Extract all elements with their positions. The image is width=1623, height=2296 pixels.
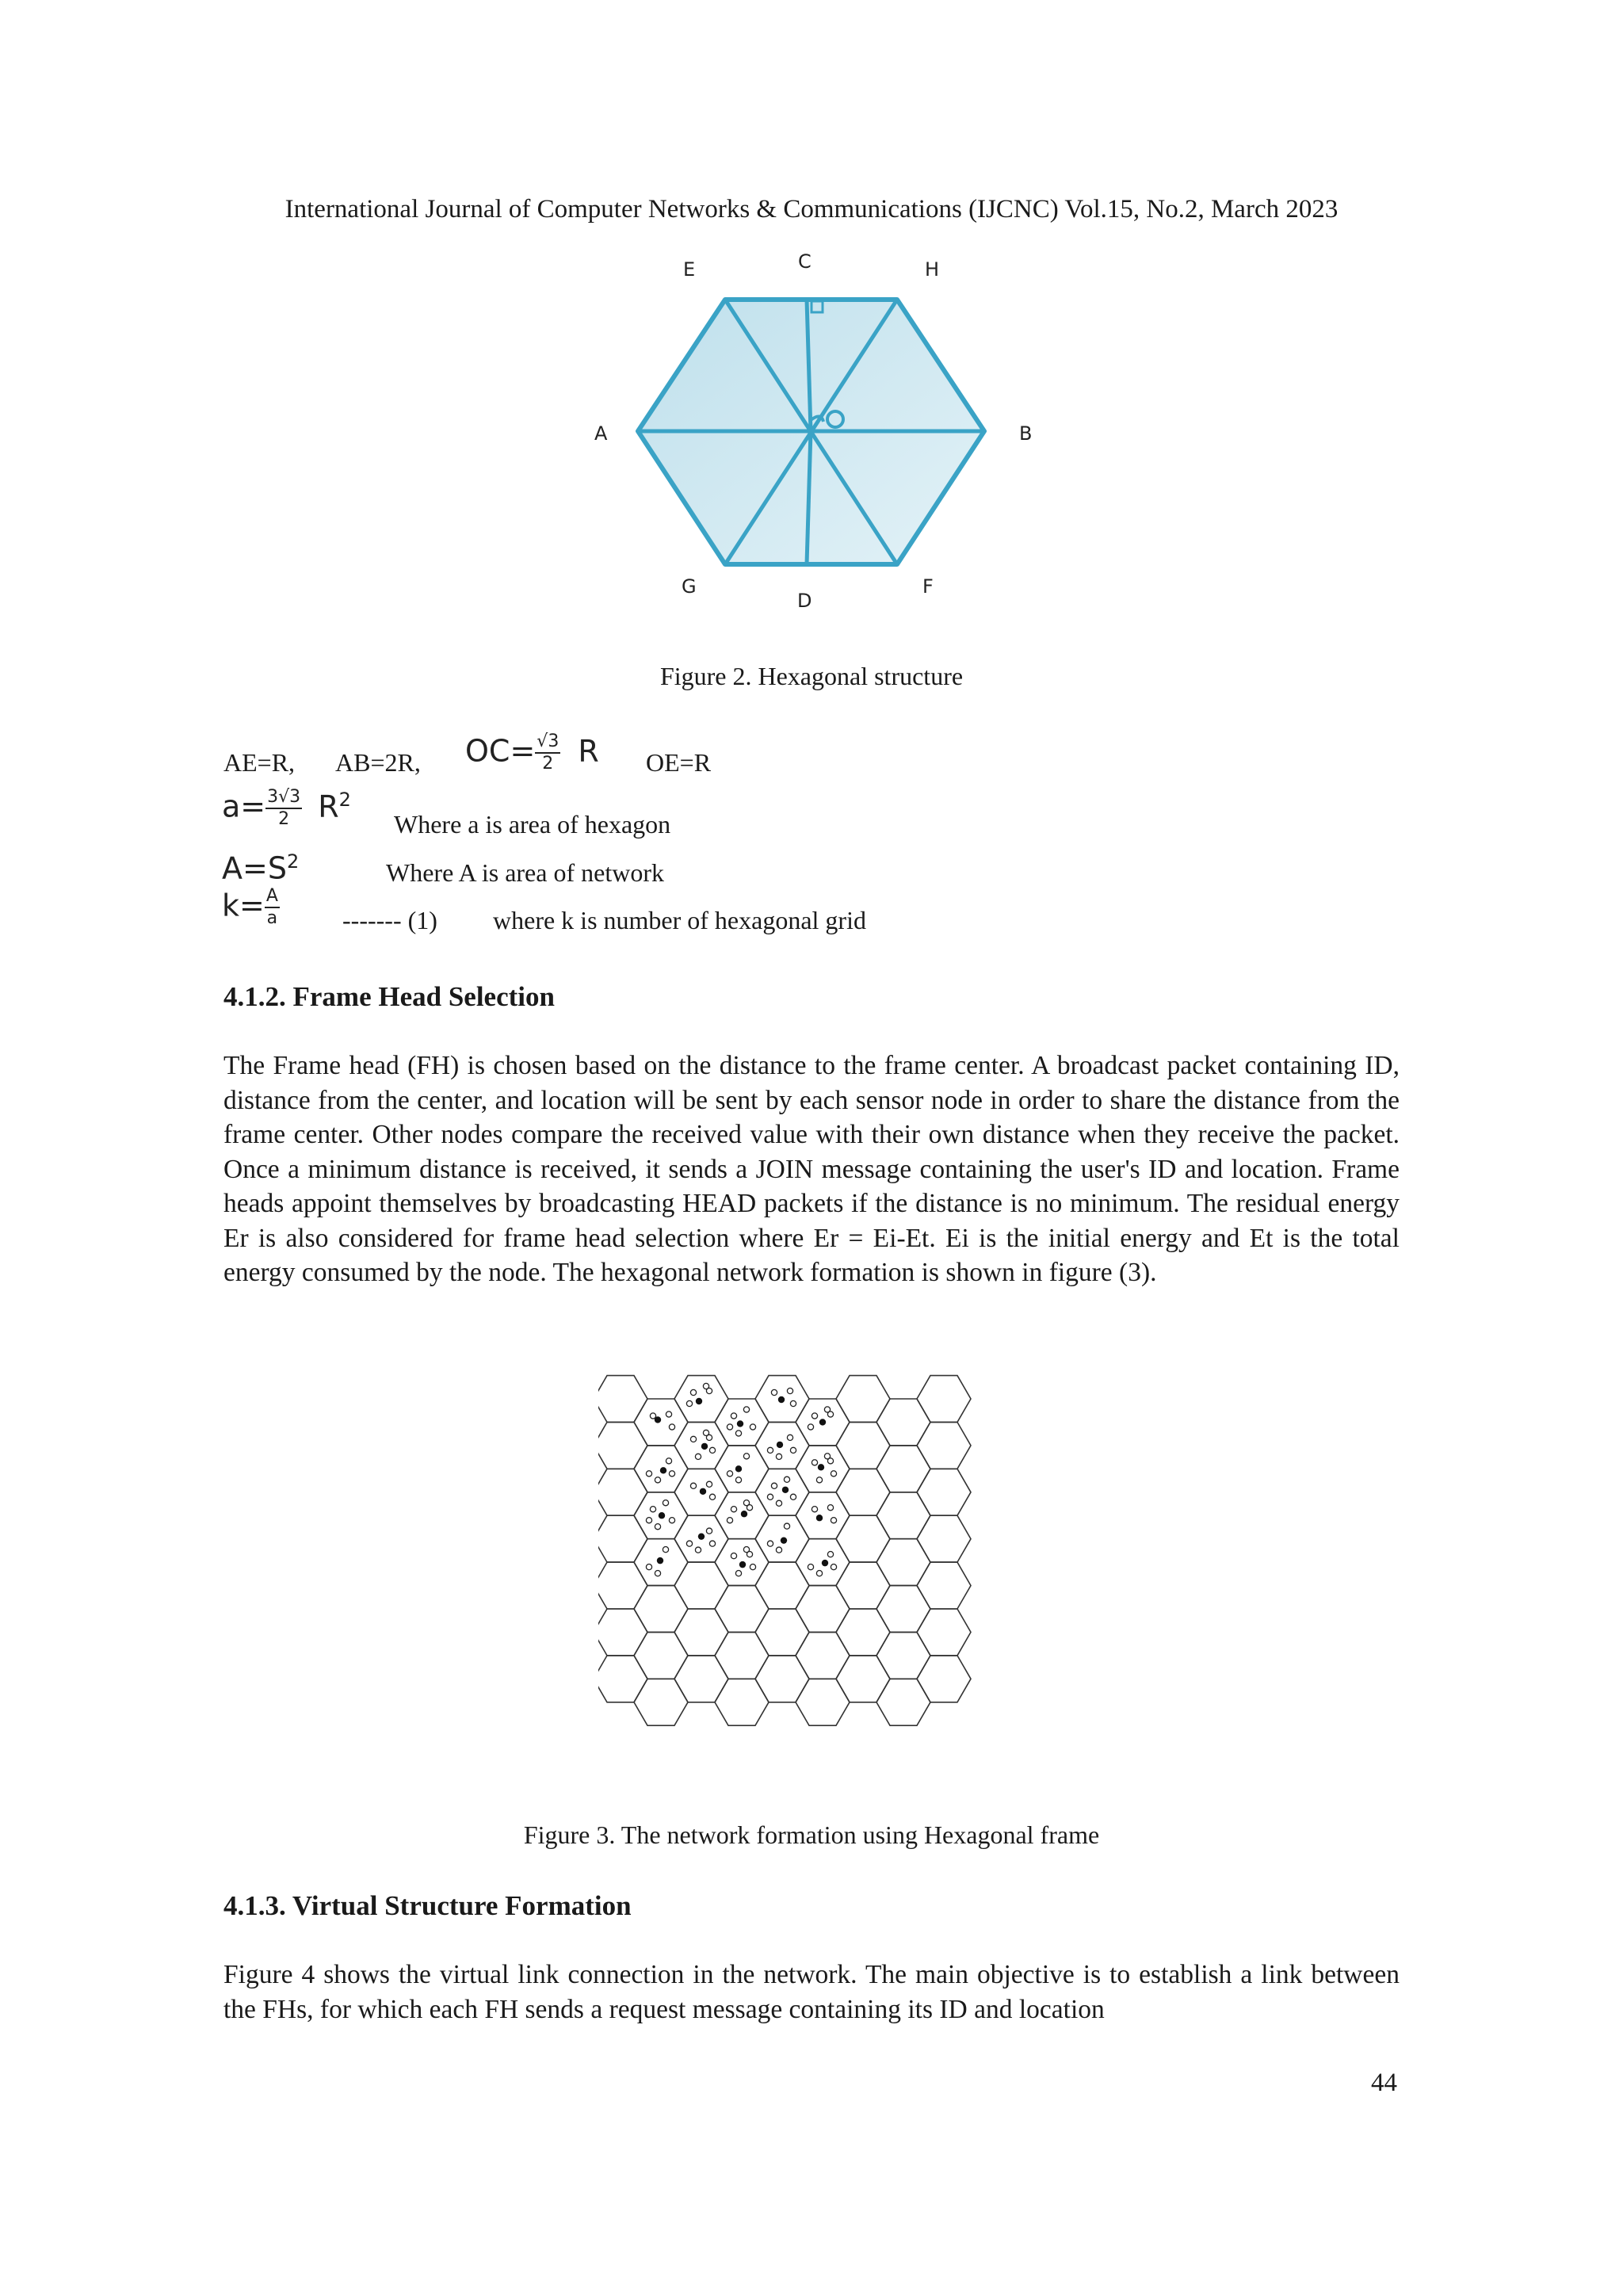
sensor-node (767, 1541, 773, 1546)
sensor-node (776, 1500, 781, 1506)
hexagon-cell (876, 1446, 930, 1492)
sensor-node (706, 1481, 712, 1487)
hexagon-cell (836, 1469, 890, 1515)
hexagon-cell (796, 1632, 850, 1679)
hexagon-cell (715, 1679, 769, 1725)
hexagon-area-description: Where a is area of hexagon (394, 810, 671, 839)
hexagon-cell (836, 1656, 890, 1702)
hexagon-cell (598, 1422, 647, 1469)
sensor-node (808, 1564, 813, 1570)
equation-oc: OC= $\frac{√3}{2}$ R (465, 732, 599, 774)
frame-head-node (781, 1537, 787, 1543)
hexagon-cell (917, 1422, 971, 1469)
figure-3-caption: Figure 3. The network formation using Hexagonal frame (523, 1820, 1100, 1849)
frame-head-node (739, 1561, 746, 1568)
hexagon-cell (634, 1679, 688, 1725)
hexagon-cell (876, 1399, 930, 1446)
sensor-node (827, 1458, 833, 1464)
hexagon-cell (876, 1586, 930, 1633)
grid-count-description: where k is number of hexagonal grid (493, 906, 866, 934)
sensor-node (812, 1413, 817, 1419)
hexagon-cell (836, 1562, 890, 1609)
sensor-node (666, 1412, 671, 1417)
frame-head-node (818, 1464, 824, 1470)
equation-grid-count: k= $\frac{A}{a}$ (222, 886, 278, 928)
sensor-node (686, 1541, 692, 1546)
label-A: A (594, 422, 608, 445)
sensor-node (812, 1460, 817, 1465)
label-E: E (683, 258, 696, 281)
frame-head-node (700, 1488, 706, 1495)
sensor-node (790, 1494, 796, 1499)
hexagon-cell (674, 1656, 728, 1702)
hexagon-cell (836, 1515, 890, 1562)
hexagon-cell (715, 1586, 769, 1633)
sensor-node (727, 1518, 732, 1523)
hexagon-cell (796, 1492, 850, 1539)
frame-head-node (741, 1511, 747, 1517)
sensor-node (787, 1435, 792, 1440)
hexagon-cell (598, 1656, 647, 1702)
frame-head-node (737, 1420, 743, 1427)
journal-header: International Journal of Computer Networks & Communications (IJCNC) Vol.15, No.2, March 2023 (285, 195, 1338, 223)
hexagon-cell (796, 1679, 850, 1725)
sensor-node (831, 1518, 836, 1523)
sensor-node (816, 1571, 822, 1576)
sensor-node (747, 1505, 752, 1511)
equation-network-area: $A=S^2$ (222, 850, 300, 886)
sensor-node (776, 1454, 781, 1459)
hexagon-cell (876, 1539, 930, 1586)
hexagon-cell (876, 1632, 930, 1679)
hexagon-cell (755, 1656, 809, 1702)
sensor-node (655, 1571, 660, 1576)
sensor-node (690, 1483, 696, 1488)
sensor-node (669, 1424, 674, 1430)
sensor-node (776, 1547, 781, 1553)
hexagon-cell (598, 1562, 647, 1609)
sensor-node (771, 1389, 777, 1395)
hexagon-cell (715, 1632, 769, 1679)
network-area-description: Where A is area of network (386, 858, 664, 887)
frame-head-node (819, 1419, 826, 1425)
label-G: G (682, 575, 697, 598)
hexagon-cell (598, 1469, 647, 1515)
sensor-node (655, 1524, 660, 1530)
hexagon-cell (836, 1376, 890, 1423)
label-H: H (925, 258, 940, 281)
hexagon-cell (598, 1609, 647, 1656)
hexagon-cell (917, 1609, 971, 1656)
hexagon-cell (836, 1422, 890, 1469)
sensor-node (831, 1564, 836, 1570)
sensor-node (731, 1507, 736, 1512)
hexagon-structure-figure (579, 238, 1054, 618)
sensor-node (731, 1553, 736, 1559)
sensor-node (663, 1547, 668, 1553)
sensor-node (790, 1400, 796, 1406)
sensor-node (790, 1447, 796, 1453)
sensor-node (771, 1483, 777, 1488)
label-D: D (797, 590, 812, 612)
frame-head-node (822, 1560, 828, 1566)
hexagon-cell (917, 1562, 971, 1609)
sensor-node (808, 1424, 813, 1430)
hexagon-cell (836, 1609, 890, 1656)
section-heading-virtual-structure-formation: 4.1.3. Virtual Structure Formation (223, 1890, 632, 1921)
equation-ab: AB=2R, (335, 748, 421, 777)
frame-head-node (816, 1515, 823, 1521)
hexagon-cell (634, 1586, 688, 1633)
sensor-node (735, 1477, 741, 1483)
hexagon-cell (755, 1562, 809, 1609)
frame-head-node (659, 1512, 665, 1519)
sensor-node (669, 1471, 674, 1477)
frame-head-node (778, 1396, 785, 1403)
sensor-node (827, 1552, 833, 1557)
label-B: B (1019, 422, 1033, 445)
sensor-node (731, 1413, 736, 1419)
frame-head-node (696, 1398, 702, 1404)
frame-head-node (660, 1467, 666, 1473)
sensor-node (727, 1471, 732, 1477)
sensor-node (706, 1435, 712, 1440)
sensor-node (650, 1413, 655, 1419)
equation-number-marker: ------- (1) (342, 906, 437, 934)
hexagon-cell (634, 1632, 688, 1679)
frame-head-node (657, 1557, 663, 1564)
equation-ae: AE=R, (223, 748, 296, 777)
sensor-node (784, 1523, 789, 1529)
sensor-node (655, 1477, 660, 1483)
sensor-node (690, 1389, 696, 1395)
hexagon-cell (917, 1376, 971, 1423)
sensor-node (750, 1424, 755, 1430)
virtual-structure-paragraph: Figure 4 shows the virtual link connection in the network. The main objective is to establish a link between the FHs, for which each FH sends a request message containing its ID and location (223, 1960, 1400, 2024)
hexagon-cell (917, 1469, 971, 1515)
sensor-node (735, 1431, 741, 1436)
hexagon-cell (796, 1586, 850, 1633)
sensor-node (750, 1564, 755, 1570)
sensor-node (646, 1471, 651, 1477)
figure-2-caption: Figure 2. Hexagonal structure (659, 662, 964, 690)
sensor-node (735, 1571, 741, 1576)
label-F: F (922, 575, 934, 598)
sensor-node (743, 1454, 749, 1459)
sensor-node (646, 1518, 651, 1523)
section-heading-frame-head-selection: 4.1.2. Frame Head Selection (223, 981, 555, 1012)
hexagon-cell (917, 1656, 971, 1702)
hexagon-cell (598, 1376, 647, 1423)
hexagon-cell (755, 1609, 809, 1656)
sensor-node (827, 1505, 833, 1511)
sensor-node (706, 1388, 712, 1393)
frame-head-node (735, 1465, 742, 1472)
sensor-node (666, 1458, 671, 1464)
sensor-node (669, 1518, 674, 1523)
sensor-node (706, 1528, 712, 1534)
hexagon-cell (674, 1376, 728, 1423)
sensor-node (727, 1424, 732, 1430)
sensor-node (686, 1400, 692, 1406)
sensor-node (743, 1407, 749, 1412)
sensor-node (650, 1507, 655, 1512)
hexagon-cell (876, 1679, 930, 1725)
hexagon-cell (674, 1609, 728, 1656)
frame-head-node (777, 1442, 783, 1448)
hexagonal-network-figure (598, 1367, 1026, 1783)
sensor-node (709, 1541, 715, 1546)
sensor-node (812, 1507, 817, 1512)
equation-hexagon-area: a= $\frac{3√3}{2}$ $R^2$ (222, 787, 351, 830)
frame-head-node (698, 1533, 705, 1539)
sensor-node (827, 1412, 833, 1417)
hexagon-cell (876, 1492, 930, 1539)
label-C: C (798, 250, 812, 273)
sensor-node (690, 1436, 696, 1442)
frame-head-node (701, 1443, 708, 1450)
frame-head-node (782, 1487, 789, 1493)
hexagon-cell (917, 1515, 971, 1562)
sensor-node (767, 1447, 773, 1453)
sensor-node (646, 1564, 651, 1570)
equation-oe: OE=R (646, 748, 712, 777)
sensor-node (767, 1494, 773, 1499)
hexagon-cell (634, 1399, 688, 1446)
sensor-node (816, 1477, 822, 1483)
sensor-node (831, 1471, 836, 1477)
sensor-node (695, 1547, 701, 1553)
sensor-node (663, 1500, 668, 1506)
page-number: 44 (1371, 2069, 1397, 2097)
sensor-node (709, 1447, 715, 1453)
sensor-node (747, 1552, 752, 1557)
sensor-node (784, 1477, 789, 1482)
hexagon-cell (598, 1515, 647, 1562)
sensor-node (787, 1388, 792, 1393)
sensor-node (695, 1454, 701, 1459)
hexagon-cell (674, 1562, 728, 1609)
hexagon-cell (755, 1469, 809, 1515)
frame-head-selection-paragraph: The Frame head (FH) is chosen based on the distance to the frame center. A broadcast packet containing ID, distance from the center, and location will be sent by each sensor node in order to share the distance from the frame center. Other nodes compare the received value with their own distance when they receive the packet. Once a minimum distance is received, it sends a JOIN message containing the user's ID and location. Frame heads appoint themselves by broadcasting HEAD packets if the distance is no minimum. The residual energy Er is also considered for frame head selection where Er = Ei-Et. Ei is the initial energy and Et is the total energy consumed by the node. The hexagonal network formation is shown in figure (3). (223, 1051, 1400, 1287)
sensor-node (709, 1494, 715, 1499)
